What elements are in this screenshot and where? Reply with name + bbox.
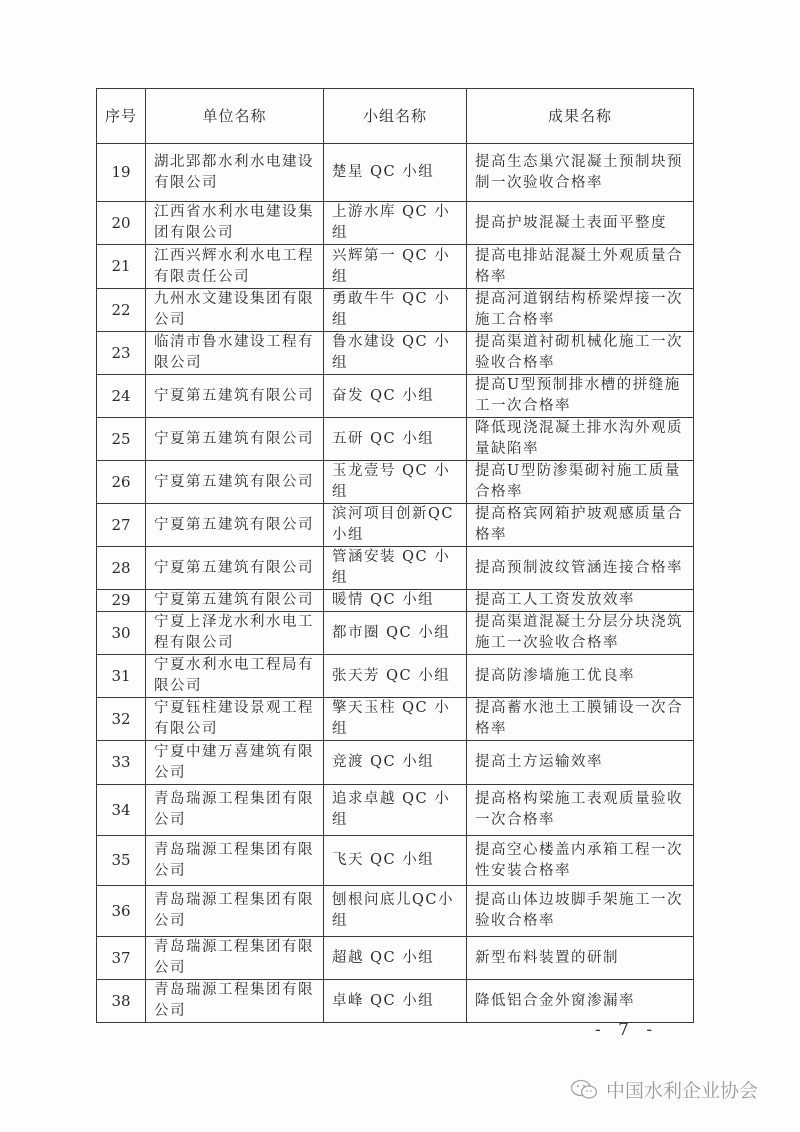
result-cell: 提高工人工资发放效率 (467, 590, 694, 612)
group-cell: 飞天 QC 小组 (324, 836, 467, 886)
header-serial: 序号 (97, 89, 146, 144)
table-row (97, 937, 694, 980)
unit-cell: 青岛瑞源工程集团有限公司 (146, 785, 324, 836)
table-row (97, 836, 694, 886)
group-cell: 超越 QC 小组 (324, 937, 467, 980)
result-cell: 提高防渗墙施工优良率 (467, 655, 694, 698)
result-cell: 提高格构梁施工表观质量验收一次合格率 (467, 785, 694, 836)
group-cell: 五研 QC 小组 (324, 418, 467, 461)
group-cell: 兴辉第一 QC 小组 (324, 245, 467, 289)
unit-cell: 宁夏第五建筑有限公司 (146, 461, 324, 504)
serial-cell: 35 (97, 836, 146, 886)
serial-cell: 37 (97, 937, 146, 980)
result-cell: 提高护坡混凝土表面平整度 (467, 202, 694, 245)
result-cell: 降低铝合金外窗渗漏率 (467, 980, 694, 1023)
table-row (97, 332, 694, 375)
result-cell: 提高土方运输效率 (467, 741, 694, 785)
serial-cell: 29 (97, 590, 146, 612)
result-cell: 提高U型防渗渠砌衬施工质量合格率 (467, 461, 694, 504)
serial-cell: 28 (97, 547, 146, 590)
result-cell: 提高渠道衬砌机械化施工一次验收合格率 (467, 332, 694, 375)
table-row (97, 289, 694, 332)
group-cell: 玉龙壹号 QC 小组 (324, 461, 467, 504)
group-cell: 勇敢牛牛 QC 小组 (324, 289, 467, 332)
unit-cell: 宁夏第五建筑有限公司 (146, 418, 324, 461)
unit-cell: 江西兴辉水利水电工程有限责任公司 (146, 245, 324, 289)
table-row (97, 785, 694, 836)
unit-cell: 青岛瑞源工程集团有限公司 (146, 980, 324, 1023)
serial-cell: 34 (97, 785, 146, 836)
table-header-row (97, 89, 694, 144)
page-number: - 7 - (595, 1020, 659, 1040)
group-cell: 滨河项目创新QC小组 (324, 504, 467, 547)
result-cell: 提高河道钢结构桥梁焊接一次施工合格率 (467, 289, 694, 332)
table-row (97, 698, 694, 741)
table-row (97, 461, 694, 504)
group-cell: 竞渡 QC 小组 (324, 741, 467, 785)
serial-cell: 23 (97, 332, 146, 375)
unit-cell: 宁夏钰柱建设景观工程有限公司 (146, 698, 324, 741)
result-cell: 提高蓄水池土工膜铺设一次合格率 (467, 698, 694, 741)
serial-cell: 31 (97, 655, 146, 698)
unit-cell: 宁夏中建万喜建筑有限公司 (146, 741, 324, 785)
header-unit: 单位名称 (146, 89, 324, 144)
table-row (97, 886, 694, 937)
unit-cell: 青岛瑞源工程集团有限公司 (146, 836, 324, 886)
result-cell: 提高渠道混凝土分层分块浇筑施工一次验收合格率 (467, 612, 694, 655)
table-row (97, 590, 694, 612)
serial-cell: 27 (97, 504, 146, 547)
watermark-text: 中国水利企业协会 (606, 1080, 759, 1102)
result-cell: 提高电排站混凝土外观质量合格率 (467, 245, 694, 289)
unit-cell: 九州水文建设集团有限公司 (146, 289, 324, 332)
serial-cell: 21 (97, 245, 146, 289)
result-cell: 提高格宾网箱护坡观感质量合格率 (467, 504, 694, 547)
serial-cell: 26 (97, 461, 146, 504)
table-row (97, 375, 694, 418)
result-cell: 降低现浇混凝土排水沟外观质量缺陷率 (467, 418, 694, 461)
result-cell: 提高山体边坡脚手架施工一次验收合格率 (467, 886, 694, 937)
table-row (97, 418, 694, 461)
unit-cell: 宁夏第五建筑有限公司 (146, 547, 324, 590)
group-cell: 刨根问底儿QC小组 (324, 886, 467, 937)
group-cell: 暖情 QC 小组 (324, 590, 467, 612)
group-cell: 擎天玉柱 QC 小组 (324, 698, 467, 741)
table-row (97, 202, 694, 245)
group-cell: 张天芳 QC 小组 (324, 655, 467, 698)
group-cell: 楚星 QC 小组 (324, 144, 467, 202)
result-cell: 新型布料装置的研制 (467, 937, 694, 980)
serial-cell: 19 (97, 144, 146, 202)
result-cell: 提高U型预制排水槽的拼缝施工一次合格率 (467, 375, 694, 418)
serial-cell: 24 (97, 375, 146, 418)
unit-cell: 青岛瑞源工程集团有限公司 (146, 886, 324, 937)
qc-results-table (96, 88, 694, 1023)
watermark (570, 1076, 758, 1103)
group-cell: 鲁水建设 QC 小组 (324, 332, 467, 375)
group-cell: 卓峰 QC 小组 (324, 980, 467, 1023)
result-cell: 提高预制波纹管涵连接合格率 (467, 547, 694, 590)
unit-cell: 宁夏第五建筑有限公司 (146, 504, 324, 547)
table-row (97, 612, 694, 655)
result-cell: 提高空心楼盖内承箱工程一次性安装合格率 (467, 836, 694, 886)
serial-cell: 38 (97, 980, 146, 1023)
group-cell: 追求卓越 QC 小组 (324, 785, 467, 836)
table-row (97, 144, 694, 202)
unit-cell: 江西省水利水电建设集团有限公司 (146, 202, 324, 245)
table-row (97, 504, 694, 547)
serial-cell: 32 (97, 698, 146, 741)
unit-cell: 宁夏第五建筑有限公司 (146, 375, 324, 418)
unit-cell: 临清市鲁水建设工程有限公司 (146, 332, 324, 375)
serial-cell: 20 (97, 202, 146, 245)
unit-cell: 湖北郢都水利水电建设有限公司 (146, 144, 324, 202)
group-cell: 奋发 QC 小组 (324, 375, 467, 418)
header-result: 成果名称 (467, 89, 694, 144)
wechat-icon (570, 1079, 598, 1101)
result-cell: 提高生态巢穴混凝土预制块预制一次验收合格率 (467, 144, 694, 202)
serial-cell: 25 (97, 418, 146, 461)
table-row (97, 245, 694, 289)
serial-cell: 36 (97, 886, 146, 937)
group-cell: 都市圈 QC 小组 (324, 612, 467, 655)
header-group: 小组名称 (324, 89, 467, 144)
table-row (97, 655, 694, 698)
table-row (97, 741, 694, 785)
table-row (97, 547, 694, 590)
serial-cell: 33 (97, 741, 146, 785)
group-cell: 管涵安装 QC 小组 (324, 547, 467, 590)
unit-cell: 宁夏水利水电工程局有限公司 (146, 655, 324, 698)
group-cell: 上游水库 QC 小组 (324, 202, 467, 245)
serial-cell: 30 (97, 612, 146, 655)
unit-cell: 青岛瑞源工程集团有限公司 (146, 937, 324, 980)
serial-cell: 22 (97, 289, 146, 332)
unit-cell: 宁夏上泽龙水利水电工程有限公司 (146, 612, 324, 655)
table-row (97, 980, 694, 1023)
unit-cell: 宁夏第五建筑有限公司 (146, 590, 324, 612)
